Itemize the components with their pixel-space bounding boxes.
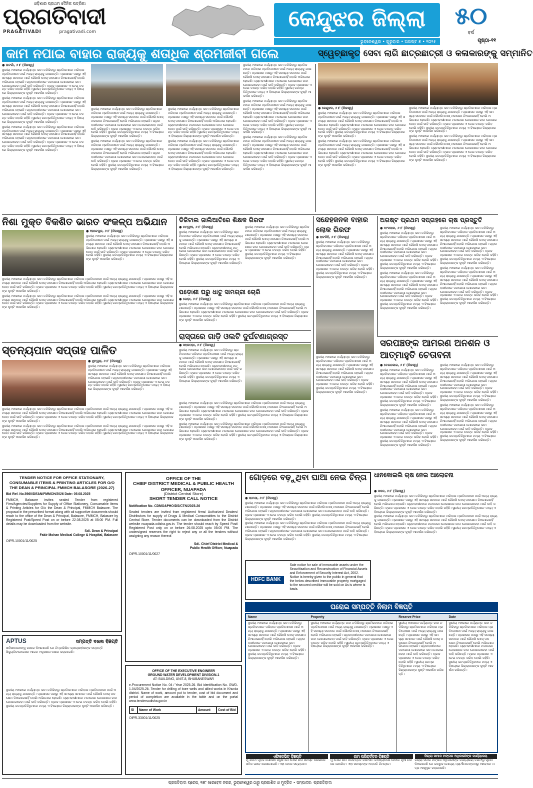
page-label: ପୃଷ୍ଠା-୧୧: [477, 39, 496, 44]
story11-text-1: ସ୍ଥାନୀୟ ଅଞ୍ଚଳରେ ପର୍ଯ୍ୟାପ୍ତ କାମ ନମିଳିବାରୁ ଶ୍ରମିକମାନେ ପରିବାର ପ୍ରତିପୋଷଣ ପାଇଁ ଅନ୍ୟ ରାଜ୍ୟକୁ ଯାଉଛନ୍ତି। ପ୍ରଶାସନ ପକ୍ଷରୁ ଏହି ସମସ୍ୟା ସମାଧାନ ପାଇଁ କୌଣସି ଠୋସ୍ ପଦକ୍ଷେପ ନିଆଯାଇନାହିଁ ବୋଲି ଅଭିଯୋଗ ହୋଇଛି। ଗ୍ରାମବାସୀମାନେ ମନରେଗା ଯୋଜନାରେ କାମ ଯୋଗାଇଦେବା ପାଇଁ ଦାବି କରିଛନ୍ତି। ବ୍ଲକ ପ୍ରଶାସନ ଏ ନେଇ ତଦନ୍ତ କରିବ ବୋଲି କହିଛି। ସ୍ଥାନୀୟ ଜନପ୍ରତିନିଧିମାନେ ମଧ୍ୟ ଏ ବିଷୟରେ ଜିଲ୍ଲାପାଳଙ୍କ ଦୃଷ୍ଟି ଆକର୍ଷଣ କରିଛନ୍ତି।: [245, 500, 371, 521]
lead-body-1: [2, 64, 88, 212]
hdfc-cell-2: ସ୍ଥାନୀୟ ଅଞ୍ଚଳରେ ପର୍ଯ୍ୟାପ୍ତ କାମ ନମିଳିବାରୁ ଶ୍ରମିକମାନେ ପରିବାର ପ୍ରତିପୋଷଣ ପାଇଁ ଅନ୍ୟ ରାଜ୍ୟକୁ ଯାଉଛନ୍ତି। ପ୍ରଶାସନ ପକ୍ଷରୁ ଏହି ସମସ୍ୟା ସମାଧାନ ପାଇଁ କୌଣସି ଠୋସ୍ ପଦକ୍ଷେପ ନିଆଯାଇନାହିଁ ବୋଲି ଅଭିଯୋଗ ହୋଇଛି। ଗ୍ରାମବାସୀମାନେ ମନରେଗା ଯୋଜନାରେ କାମ ଯୋଗାଇଦେବା ପାଇଁ ଦାବି କରିଛନ୍ତି। ବ୍ଲକ ପ୍ରଶାସନ ଏ ନେଇ ତଦନ୍ତ କରିବ ବୋଲି କହିଛି। ସ୍ଥାନୀୟ ଜନପ୍ରତିନିଧିମାନେ ମଧ୍ୟ ଏ ବିଷୟରେ ଜିଲ୍ଲାପାଳଙ୍କ ଦୃଷ୍ଟି ଆକର୍ଷଣ କରିଛନ୍ତି।: [309, 621, 397, 767]
tender2-oipr: OIPR-10001/11/0027: [129, 551, 160, 556]
tender3-th-4: Cost of Bid: [218, 708, 236, 712]
anniversary-number: ୫୦: [454, 2, 488, 30]
story11-body: [245, 497, 371, 557]
story5-body: [179, 298, 311, 328]
tender3-body: e-Procurement Notice No. 04 / Year 2025-26. Bid identification No. GWD-1-04/2025-26. Tender for drilling of bore wells and allied works in Khurda district. Name of work, amount put to tender, cost of bid document and period of completion are available in the table and on the portal www.tendersodisha.gov.in: [129, 683, 238, 703]
logo-latin: PRAGATIVADI: [3, 30, 42, 35]
dateline: ଭୁବନେଶ୍ୱର • ଗୁରୁବାର • ଅଗଷ୍ଟ ୭ • ୨୦୨୫: [360, 39, 436, 44]
lead-text-3: ସ୍ଥାନୀୟ ଅଞ୍ଚଳରେ ପର୍ଯ୍ୟାପ୍ତ କାମ ନମିଳିବାରୁ ଶ୍ରମିକମାନେ ପରିବାର ପ୍ରତିପୋଷଣ ପାଇଁ ଅନ୍ୟ ରାଜ୍ୟକୁ ଯାଉଛନ୍ତି। ପ୍ରଶାସନ ପକ୍ଷରୁ ଏହି ସମସ୍ୟା ସମାଧାନ ପାଇଁ କୌଣସି ଠୋସ୍ ପଦକ୍ଷେପ ନିଆଯାଇନାହିଁ ବୋଲି ଅଭିଯୋଗ ହୋଇଛି। ଗ୍ରାମବାସୀମାନେ ମନରେଗା ଯୋଜନାରେ କାମ ଯୋଗାଇଦେବା ପାଇଁ ଦାବି କରିଛନ୍ତି। ବ୍ଲକ ପ୍ରଶାସନ ଏ ନେଇ ତଦନ୍ତ କରିବ ବୋଲି କହିଛି। ସ୍ଥାନୀୟ ଜନପ୍ରତିନିଧିମାନେ ମଧ୍ୟ ଏ ବିଷୟରେ ଜିଲ୍ଲାପାଳଙ୍କ ଦୃଷ୍ଟି ଆକର୍ଷଣ କରିଛନ୍ତି।: [2, 124, 86, 153]
lead-text-2: ସ୍ଥାନୀୟ ଅଞ୍ଚଳରେ ପର୍ଯ୍ୟାପ୍ତ କାମ ନମିଳିବାରୁ ଶ୍ରମିକମାନେ ପରିବାର ପ୍ରତିପୋଷଣ ପାଇଁ ଅନ୍ୟ ରାଜ୍ୟକୁ ଯାଉଛନ୍ତି। ପ୍ରଶାସନ ପକ୍ଷରୁ ଏହି ସମସ୍ୟା ସମାଧାନ ପାଇଁ କୌଣସି ଠୋସ୍ ପଦକ୍ଷେପ ନିଆଯାଇନାହିଁ ବୋଲି ଅଭିଯୋଗ ହୋଇଛି। ଗ୍ରାମବାସୀମାନେ ମନରେଗା ଯୋଜନାରେ କାମ ଯୋଗାଇଦେବା ପାଇଁ ଦାବି କରିଛନ୍ତି। ବ୍ଲକ ପ୍ରଶାସନ ଏ ନେଇ ତଦନ୍ତ କରିବ ବୋଲି କହିଛି। ସ୍ଥାନୀୟ ଜନପ୍ରତିନିଧିମାନେ ମଧ୍ୟ ଏ ବିଷୟରେ ଜିଲ୍ଲାପାଳଙ୍କ ଦୃଷ୍ଟି ଆକର୍ଷଣ କରିଛନ୍ତି।: [2, 96, 86, 124]
story8-headline: ସ୍ତନ୍ୟପାନ ସପ୍ତାହ ପାଳିତ: [2, 344, 117, 357]
story10-text-4: ସ୍ଥାନୀୟ ଅଞ୍ଚଳରେ ପର୍ଯ୍ୟାପ୍ତ କାମ ନମିଳିବାରୁ ଶ୍ରମିକମାନେ ପରିବାର ପ୍ରତିପୋଷଣ ପାଇଁ ଅନ୍ୟ ରାଜ୍ୟକୁ ଯାଉଛନ୍ତି। ପ୍ରଶାସନ ପକ୍ଷରୁ ଏହି ସମସ୍ୟା ସମାଧାନ ପାଇଁ କୌଣସି ଠୋସ୍ ପଦକ୍ଷେପ ନିଆଯାଇନାହିଁ ବୋଲି ଅଭିଯୋଗ ହୋଇଛି। ଗ୍ରାମବାସୀମାନେ ମନରେଗା ଯୋଜନାରେ କାମ ଯୋଗାଇଦେବା ପାଇଁ ଦାବି କରିଛନ୍ତି। ବ୍ଲକ ପ୍ରଶାସନ ଏ ନେଇ ତଦନ୍ତ କରିବ ବୋଲି କହିଛି। ସ୍ଥାନୀୟ ଜନପ୍ରତିନିଧିମାନେ ମଧ୍ୟ ଏ ବିଷୟରେ ଜିଲ୍ଲାପାଳଙ୍କ ଦୃଷ୍ଟି ଆକର୍ଷଣ କରିଛନ୍ତି।: [440, 403, 498, 443]
tender1-oipr: OIPR-10001/11/0025: [6, 539, 37, 544]
story11-dateline: ● ପାଟଣା, ୬।୮ (ନିଜସ୍ୱ): [245, 496, 278, 500]
story2-text-2: ସ୍ଥାନୀୟ ଅଞ୍ଚଳରେ ପର୍ଯ୍ୟାପ୍ତ କାମ ନମିଳିବାରୁ ଶ୍ରମିକମାନେ ପରିବାର ପ୍ରତିପୋଷଣ ପାଇଁ ଅନ୍ୟ ରାଜ୍ୟକୁ ଯାଉଛନ୍ତି। ପ୍ରଶାସନ ପକ୍ଷରୁ ଏହି ସମସ୍ୟା ସମାଧାନ ପାଇଁ କୌଣସି ଠୋସ୍ ପଦକ୍ଷେପ ନିଆଯାଇନାହିଁ ବୋଲି ଅଭିଯୋଗ ହୋଇଛି। ଗ୍ରାମବାସୀମାନେ ମନରେଗା ଯୋଜନାରେ କାମ ଯୋଗାଇଦେବା ପାଇଁ ଦାବି କରିଛନ୍ତି। ବ୍ଲକ ପ୍ରଶାସନ ଏ ନେଇ ତଦନ୍ତ କରିବ ବୋଲି କହିଛି। ସ୍ଥାନୀୟ ଜନପ୍ରତିନିଧିମାନେ ମଧ୍ୟ ଏ ବିଷୟରେ ଜିଲ୍ଲାପାଳଙ୍କ ଦୃଷ୍ଟି ଆକର୍ଷଣ କରିଛନ୍ତି।: [318, 139, 406, 167]
story4-dateline: ● ଚମ୍ପୁଆ, ୬।୮ (ନିଜସ୍ୱ): [179, 225, 214, 229]
lead-headline: କାମ ନପାଇ ବାହାର ରାଜ୍ୟକୁ ଶତାଧିକ ଶ୍ରମଜୀବୀ ଗଲେ: [6, 47, 279, 62]
story9-text-3: ସ୍ଥାନୀୟ ଅଞ୍ଚଳରେ ପର୍ଯ୍ୟାପ୍ତ କାମ ନମିଳିବାରୁ ଶ୍ରମିକମାନେ ପରିବାର ପ୍ରତିପୋଷଣ ପାଇଁ ଅନ୍ୟ ରାଜ୍ୟକୁ ଯାଉଛନ୍ତି। ପ୍ରଶାସନ ପକ୍ଷରୁ ଏହି ସମସ୍ୟା ସମାଧାନ ପାଇଁ କୌଣସି ଠୋସ୍ ପଦକ୍ଷେପ ନିଆଯାଇନାହିଁ ବୋଲି ଅଭିଯୋଗ ହୋଇଛି। ଗ୍ରାମବାସୀମାନେ ମନରେଗା ଯୋଜନାରେ କାମ ଯୋଗାଇଦେବା ପାଇଁ ଦାବି କରିଛନ୍ତି। ବ୍ଲକ ପ୍ରଶାସନ ଏ ନେଇ ତଦନ୍ତ କରିବ ବୋଲି କହିଛି। ସ୍ଥାନୀୟ ଜନପ୍ରତିନିଧିମାନେ ମଧ୍ୟ ଏ ବିଷୟରେ ଜିଲ୍ଲାପାଳଙ୍କ ଦୃଷ୍ଟି ଆକର୍ଷଣ କରିଛନ୍ତି।: [179, 421, 309, 442]
lead-text-10: ସ୍ଥାନୀୟ ଅଞ୍ଚଳରେ ପର୍ଯ୍ୟାପ୍ତ କାମ ନମିଳିବାରୁ ଶ୍ରମିକମାନେ ପରିବାର ପ୍ରତିପୋଷଣ ପାଇଁ ଅନ୍ୟ ରାଜ୍ୟକୁ ଯାଉଛନ୍ତି। ପ୍ରଶାସନ ପକ୍ଷରୁ ଏହି ସମସ୍ୟା ସମାଧାନ ପାଇଁ କୌଣସି ଠୋସ୍ ପଦକ୍ଷେପ ନିଆଯାଇନାହିଁ ବୋଲି ଅଭିଯୋଗ ହୋଇଛି। ଗ୍ରାମବାସୀମାନେ ମନରେଗା ଯୋଜନାରେ କାମ ଯୋଗାଇଦେବା ପାଇଁ ଦାବି କରିଛନ୍ତି। ବ୍ଲକ ପ୍ରଶାସନ ଏ ନେଇ ତଦନ୍ତ କରିବ ବୋଲି କହିଛି। ସ୍ଥାନୀୟ ଜନପ୍ରତିନିଧିମାନେ ମଧ୍ୟ ଏ ବିଷୟରେ ଜିଲ୍ଲାପାଳଙ୍କ ଦୃଷ୍ଟି ଆକର୍ଷଣ କରିଛନ୍ତି।: [243, 135, 312, 171]
story12-dateline: ● ସଦର, ୬।୮ (ନିଜସ୍ୱ): [374, 489, 405, 493]
logo: [3, 5, 111, 39]
story7-body-1: [380, 227, 438, 335]
story6-text-2: ସ୍ଥାନୀୟ ଅଞ୍ଚଳରେ ପର୍ଯ୍ୟାପ୍ତ କାମ ନମିଳିବାରୁ ଶ୍ରମିକମାନେ ପରିବାର ପ୍ରତିପୋଷଣ ପାଇଁ ଅନ୍ୟ ରାଜ୍ୟକୁ ଯାଉଛନ୍ତି। ପ୍ରଶାସନ ପକ୍ଷରୁ ଏହି ସମସ୍ୟା ସମାଧାନ ପାଇଁ କୌଣସି ଠୋସ୍ ପଦକ୍ଷେପ ନିଆଯାଇନାହିଁ ବୋଲି ଅଭିଯୋଗ ହୋଇଛି। ଗ୍ରାମବାସୀମାନେ ମନରେଗା ଯୋଜନାରେ କାମ ଯୋଗାଇଦେବା ପାଇଁ ଦାବି କରିଛନ୍ତି। ବ୍ଲକ ପ୍ରଶାସନ ଏ ନେଇ ତଦନ୍ତ କରିବ ବୋଲି କହିଛି। ସ୍ଥାନୀୟ ଜନପ୍ରତିନିଧିମାନେ ମଧ୍ୟ ଏ ବିଷୟରେ ଜିଲ୍ଲାପାଳଙ୍କ ଦୃଷ୍ଟି ଆକର୍ଷଣ କରିଛନ୍ତି।: [316, 355, 374, 395]
hdfc-cell-4: ସ୍ଥାନୀୟ ଅଞ୍ଚଳରେ ପର୍ଯ୍ୟାପ୍ତ କାମ ନମିଳିବାରୁ ଶ୍ରମିକମାନେ ପରିବାର ପ୍ରତିପୋଷଣ ପାଇଁ ଅନ୍ୟ ରାଜ୍ୟକୁ ଯାଉଛନ୍ତି। ପ୍ରଶାସନ ପକ୍ଷରୁ ଏହି ସମସ୍ୟା ସମାଧାନ ପାଇଁ କୌଣସି ଠୋସ୍ ପଦକ୍ଷେପ ନିଆଯାଇନାହିଁ ବୋଲି ଅଭିଯୋଗ ହୋଇଛି। ଗ୍ରାମବାସୀମାନେ ମନରେଗା ଯୋଜନାରେ କାମ ଯୋଗାଇଦେବା ପାଇଁ ଦାବି କରିଛନ୍ତି। ବ୍ଲକ ପ୍ରଶାସନ ଏ ନେଇ ତଦନ୍ତ କରିବ ବୋଲି କହିଛି। ସ୍ଥାନୀୟ ଜନପ୍ରତିନିଧିମାନେ ମଧ୍ୟ ଏ ବିଷୟରେ ଜିଲ୍ଲାପାଳଙ୍କ ଦୃଷ୍ଟି ଆକର୍ଷଣ କରିଛନ୍ତି।: [448, 621, 495, 672]
story10-text-3: ସ୍ଥାନୀୟ ଅଞ୍ଚଳରେ ପର୍ଯ୍ୟାପ୍ତ କାମ ନମିଳିବାରୁ ଶ୍ରମିକମାନେ ପରିବାର ପ୍ରତିପୋଷଣ ପାଇଁ ଅନ୍ୟ ରାଜ୍ୟକୁ ଯାଉଛନ୍ତି। ପ୍ରଶାସନ ପକ୍ଷରୁ ଏହି ସମସ୍ୟା ସମାଧାନ ପାଇଁ କୌଣସି ଠୋସ୍ ପଦକ୍ଷେପ ନିଆଯାଇନାହିଁ ବୋଲି ଅଭିଯୋଗ ହୋଇଛି। ଗ୍ରାମବାସୀମାନେ ମନରେଗା ଯୋଜନାରେ କାମ ଯୋଗାଇଦେବା ପାଇଁ ଦାବି କରିଛନ୍ତି। ବ୍ଲକ ପ୍ରଶାସନ ଏ ନେଇ ତଦନ୍ତ କରିବ ବୋଲି କହିଛି। ସ୍ଥାନୀୟ ଜନପ୍ରତିନିଧିମାନେ ମଧ୍ୟ ଏ ବିଷୟରେ ଜିଲ୍ଲାପାଳଙ୍କ ଦୃଷ୍ଟି ଆକର୍ଷଣ କରିଛନ୍ତି।: [440, 363, 498, 403]
story3-dateline: ● ଆନନ୍ଦପୁର, ୬।୮ (ନିଜସ୍ୱ): [86, 229, 123, 233]
story11-text-2: ସ୍ଥାନୀୟ ଅଞ୍ଚଳରେ ପର୍ଯ୍ୟାପ୍ତ କାମ ନମିଳିବାରୁ ଶ୍ରମିକମାନେ ପରିବାର ପ୍ରତିପୋଷଣ ପାଇଁ ଅନ୍ୟ ରାଜ୍ୟକୁ ଯାଉଛନ୍ତି। ପ୍ରଶାସନ ପକ୍ଷରୁ ଏହି ସମସ୍ୟା ସମାଧାନ ପାଇଁ କୌଣସି ଠୋସ୍ ପଦକ୍ଷେପ ନିଆଯାଇନାହିଁ ବୋଲି ଅଭିଯୋଗ ହୋଇଛି। ଗ୍ରାମବାସୀମାନେ ମନରେଗା ଯୋଜନାରେ କାମ ଯୋଗାଇଦେବା ପାଇଁ ଦାବି କରିଛନ୍ତି। ବ୍ଲକ ପ୍ରଶାସନ ଏ ନେଇ ତଦନ୍ତ କରିବ ବୋଲି କହିଛି। ସ୍ଥାନୀୟ ଜନପ୍ରତିନିଧିମାନେ ମଧ୍ୟ ଏ ବିଷୟରେ ଜିଲ୍ଲାପାଳଙ୍କ ଦୃଷ୍ଟି ଆକର୍ଷଣ କରିଛନ୍ତି।: [245, 521, 371, 542]
story12-body: [374, 490, 498, 600]
lead-photo-1: [91, 64, 163, 106]
story5-dateline: ● ଜୋଡ଼ା, ୬।୮ (ନିଜସ୍ୱ): [179, 297, 211, 301]
story6-headline: ସନ୍ଦେହଜନକ ବାହାର ଲୋକ ଗିରଫ: [316, 216, 369, 234]
story8-photo: [2, 360, 86, 406]
story12-text-1: ସ୍ଥାନୀୟ ଅଞ୍ଚଳରେ ପର୍ଯ୍ୟାପ୍ତ କାମ ନମିଳିବାରୁ ଶ୍ରମିକମାନେ ପରିବାର ପ୍ରତିପୋଷଣ ପାଇଁ ଅନ୍ୟ ରାଜ୍ୟକୁ ଯାଉଛନ୍ତି। ପ୍ରଶାସନ ପକ୍ଷରୁ ଏହି ସମସ୍ୟା ସମାଧାନ ପାଇଁ କୌଣସି ଠୋସ୍ ପଦକ୍ଷେପ ନିଆଯାଇନାହିଁ ବୋଲି ଅଭିଯୋଗ ହୋଇଛି। ଗ୍ରାମବାସୀମାନେ ମନରେଗା ଯୋଜନାରେ କାମ ଯୋଗାଇଦେବା ପାଇଁ ଦାବି କରିଛନ୍ତି। ବ୍ଲକ ପ୍ରଶାସନ ଏ ନେଇ ତଦନ୍ତ କରିବ ବୋଲି କହିଛି। ସ୍ଥାନୀୟ ଜନପ୍ରତିନିଧିମାନେ ମଧ୍ୟ ଏ ବିଷୟରେ ଜିଲ୍ଲାପାଳଙ୍କ ଦୃଷ୍ଟି ଆକର୍ଷଣ କରିଛନ୍ତି।: [374, 493, 498, 514]
story2-text-1: ସ୍ଥାନୀୟ ଅଞ୍ଚଳରେ ପର୍ଯ୍ୟାପ୍ତ କାମ ନମିଳିବାରୁ ଶ୍ରମିକମାନେ ପରିବାର ପ୍ରତିପୋଷଣ ପାଇଁ ଅନ୍ୟ ରାଜ୍ୟକୁ ଯାଉଛନ୍ତି। ପ୍ରଶାସନ ପକ୍ଷରୁ ଏହି ସମସ୍ୟା ସମାଧାନ ପାଇଁ କୌଣସି ଠୋସ୍ ପଦକ୍ଷେପ ନିଆଯାଇନାହିଁ ବୋଲି ଅଭିଯୋଗ ହୋଇଛି। ଗ୍ରାମବାସୀମାନେ ମନରେଗା ଯୋଜନାରେ କାମ ଯୋଗାଇଦେବା ପାଇଁ ଦାବି କରିଛନ୍ତି। ବ୍ଲକ ପ୍ରଶାସନ ଏ ନେଇ ତଦନ୍ତ କରିବ ବୋଲି କହିଛି। ସ୍ଥାନୀୟ ଜନପ୍ରତିନିଧିମାନେ ମଧ୍ୟ ଏ ବିଷୟରେ ଜିଲ୍ଲାପାଳଙ୍କ ଦୃଷ୍ଟି ଆକର୍ଷଣ କରିଛନ୍ତି।: [318, 110, 406, 139]
story11-headline: ଗୋଡ଼ରେ ବଢ଼ୁଥିବା ଘାଆ ନେଇ ଚିନ୍ତା: [249, 473, 367, 482]
story7-text-1: ସ୍ଥାନୀୟ ଅଞ୍ଚଳରେ ପର୍ଯ୍ୟାପ୍ତ କାମ ନମିଳିବାରୁ ଶ୍ରମିକମାନେ ପରିବାର ପ୍ରତିପୋଷଣ ପାଇଁ ଅନ୍ୟ ରାଜ୍ୟକୁ ଯାଉଛନ୍ତି। ପ୍ରଶାସନ ପକ୍ଷରୁ ଏହି ସମସ୍ୟା ସମାଧାନ ପାଇଁ କୌଣସି ଠୋସ୍ ପଦକ୍ଷେପ ନିଆଯାଇନାହିଁ ବୋଲି ଅଭିଯୋଗ ହୋଇଛି। ଗ୍ରାମବାସୀମାନେ ମନରେଗା ଯୋଜନାରେ କାମ ଯୋଗାଇଦେବା ପାଇଁ ଦାବି କରିଛନ୍ତି। ବ୍ଲକ ପ୍ରଶାସନ ଏ ନେଇ ତଦନ୍ତ କରିବ ବୋଲି କହିଛି। ସ୍ଥାନୀୟ ଜନପ୍ରତିନିଧିମାନେ ମଧ୍ୟ ଏ ବିଷୟରେ ଜିଲ୍ଲାପାଳଙ୍କ ଦୃଷ୍ଟି ଆକର୍ଷଣ କରିଛନ୍ତି।: [380, 230, 438, 271]
footer: ପ୍ରଗତିବାଦୀ ପ୍ରେସ, ୧୭୮ ଖାରବେଳ ନଗର, ଭୁବନେଶ୍ୱର ଠାରୁ ପ୍ରକାଶିତ ଓ ମୁଦ୍ରିତ • ସମ୍ପାଦକ: ପ୍ରଗତିବାଦୀ: [2, 778, 498, 785]
tender2-sign-1: Sd/- Chief District Medical &: [194, 541, 238, 546]
tender2-box: [125, 472, 242, 662]
story11-headline-box: [245, 472, 371, 494]
story9-dateline: ● ସହରପଡ଼ା, ୬।୮ (ନିଜସ୍ୱ): [179, 343, 216, 347]
anniversary-label: ବର୍ଷ: [467, 31, 475, 36]
notice-box-2-title: ନାମ ପରିବର୍ତ୍ତନ ବିଜ୍ଞପ୍ତି: [330, 754, 412, 759]
tender3-title-2: GROUND WATER DEVELOPMENT DIVISION-1: [147, 673, 220, 677]
tender2-body: Sealed tenders are invited from registered firms/ Authorized Dealers/ Distributors for supply of Drugs & Medical Consumables to the District Central Store. Tender documents can be downloaded from the District website nuapada.odisha.gov.in. The tender should reach by Speed Post/ Registered Post only on or before 26.08.2025 upto 05:00 PM. The undersigned reserves the right to reject any or all the tenders without assigning any reason thereof.: [129, 509, 238, 538]
tender1-title: TENDER NOTICE FOR OFFICE STATIONARY, CONSUMABLE ITEMS & PRINTING ARTICLES FOR O/O THE DEAN & PRINCIPAL FMMCH BALASORE (2026-27): [9, 475, 115, 490]
story9-text-2: ସ୍ଥାନୀୟ ଅଞ୍ଚଳରେ ପର୍ଯ୍ୟାପ୍ତ କାମ ନମିଳିବାରୁ ଶ୍ରମିକମାନେ ପରିବାର ପ୍ରତିପୋଷଣ ପାଇଁ ଅନ୍ୟ ରାଜ୍ୟକୁ ଯାଉଛନ୍ତି। ପ୍ରଶାସନ ପକ୍ଷରୁ ଏହି ସମସ୍ୟା ସମାଧାନ ପାଇଁ କୌଣସି ଠୋସ୍ ପଦକ୍ଷେପ ନିଆଯାଇନାହିଁ ବୋଲି ଅଭିଯୋଗ ହୋଇଛି। ଗ୍ରାମବାସୀମାନେ ମନରେଗା ଯୋଜନାରେ କାମ ଯୋଗାଇଦେବା ପାଇଁ ଦାବି କରିଛନ୍ତି। ବ୍ଲକ ପ୍ରଶାସନ ଏ ନେଇ ତଦନ୍ତ କରିବ ବୋଲି କହିଛି। ସ୍ଥାନୀୟ ଜନପ୍ରତିନିଧିମାନେ ମଧ୍ୟ ଏ ବିଷୟରେ ଜିଲ୍ଲାପାଳଙ୍କ ଦୃଷ୍ଟି ଆକର୍ଷଣ କରିଛନ୍ତି।: [179, 401, 309, 421]
tender3-box: [125, 665, 242, 775]
hdfc-table: [245, 613, 498, 775]
story7-body-2: [440, 227, 498, 335]
story9-text-1: ସ୍ଥାନୀୟ ଅଞ୍ଚଳରେ ପର୍ଯ୍ୟାପ୍ତ କାମ ନମିଳିବାରୁ ଶ୍ରମିକମାନେ ପରିବାର ପ୍ରତିପୋଷଣ ପାଇଁ ଅନ୍ୟ ରାଜ୍ୟକୁ ଯାଉଛନ୍ତି। ପ୍ରଶାସନ ପକ୍ଷରୁ ଏହି ସମସ୍ୟା ସମାଧାନ ପାଇଁ କୌଣସି ଠୋସ୍ ପଦକ୍ଷେପ ନିଆଯାଇନାହିଁ ବୋଲି ଅଭିଯୋଗ ହୋଇଛି। ଗ୍ରାମବାସୀମାନେ ମନରେଗା ଯୋଜନାରେ କାମ ଯୋଗାଇଦେବା ପାଇଁ ଦାବି କରିଛନ୍ତି। ବ୍ଲକ ପ୍ରଶାସନ ଏ ନେଇ ତଦନ୍ତ କରିବ ବୋଲି କହିଛି। ସ୍ଥାନୀୟ ଜନପ୍ରତିନିଧିମାନେ ମଧ୍ୟ ଏ ବିଷୟରେ ଜିଲ୍ଲାପାଳଙ୍କ ଦୃଷ୍ଟି ଆକର୍ଷଣ କରିଛନ୍ତି।: [179, 347, 243, 384]
story8-text-2: ସ୍ଥାନୀୟ ଅଞ୍ଚଳରେ ପର୍ଯ୍ୟାପ୍ତ କାମ ନମିଳିବାରୁ ଶ୍ରମିକମାନେ ପରିବାର ପ୍ରତିପୋଷଣ ପାଇଁ ଅନ୍ୟ ରାଜ୍ୟକୁ ଯାଉଛନ୍ତି। ପ୍ରଶାସନ ପକ୍ଷରୁ ଏହି ସମସ୍ୟା ସମାଧାନ ପାଇଁ କୌଣସି ଠୋସ୍ ପଦକ୍ଷେପ ନିଆଯାଇନାହିଁ ବୋଲି ଅଭିଯୋଗ ହୋଇଛି। ଗ୍ରାମବାସୀମାନେ ମନରେଗା ଯୋଜନାରେ କାମ ଯୋଗାଇଦେବା ପାଇଁ ଦାବି କରିଛନ୍ତି। ବ୍ଲକ ପ୍ରଶାସନ ଏ ନେଇ ତଦନ୍ତ କରିବ ବୋଲି କହିଛି। ସ୍ଥାନୀୟ ଜନପ୍ରତିନିଧିମାନେ ମଧ୍ୟ ଏ ବିଷୟରେ ଜିଲ୍ଲାପାଳଙ୍କ ଦୃଷ୍ଟି ଆକର୍ଷଣ କରିଛନ୍ତି।: [2, 407, 174, 423]
lead-body-4: [243, 64, 313, 212]
story2-body-1: [318, 107, 406, 212]
story7-text-4: ସ୍ଥାନୀୟ ଅଞ୍ଚଳରେ ପର୍ଯ୍ୟାପ୍ତ କାମ ନମିଳିବାରୁ ଶ୍ରମିକମାନେ ପରିବାର ପ୍ରତିପୋଷଣ ପାଇଁ ଅନ୍ୟ ରାଜ୍ୟକୁ ଯାଉଛନ୍ତି। ପ୍ରଶାସନ ପକ୍ଷରୁ ଏହି ସମସ୍ୟା ସମାଧାନ ପାଇଁ କୌଣସି ଠୋସ୍ ପଦକ୍ଷେପ ନିଆଯାଇନାହିଁ ବୋଲି ଅଭିଯୋଗ ହୋଇଛି। ଗ୍ରାମବାସୀମାନେ ମନରେଗା ଯୋଜନାରେ କାମ ଯୋଗାଇଦେବା ପାଇଁ ଦାବି କରିଛନ୍ତି। ବ୍ଲକ ପ୍ରଶାସନ ଏ ନେଇ ତଦନ୍ତ କରିବ ବୋଲି କହିଛି। ସ୍ଥାନୀୟ ଜନପ୍ରତିନିଧିମାନେ ମଧ୍ୟ ଏ ବିଷୟରେ ଜିଲ୍ଲାପାଳଙ୍କ ଦୃଷ୍ଟି ଆକର୍ଷଣ କରିଛନ୍ତି।: [440, 266, 498, 306]
story6-body: [316, 236, 374, 308]
lead-body-3: [168, 108, 240, 212]
story8-body-1: [88, 360, 174, 406]
story9-body-2: [179, 402, 311, 466]
tender2-title-1: OFFICE OF THE: [166, 476, 201, 481]
hdfc-heading: ଘରୋଇ ସମ୍ପତ୍ତି ନିଲାମ ବିଜ୍ଞପ୍ତି: [330, 603, 413, 611]
tender2-title-3: (District Central Store): [163, 491, 204, 497]
district-map: [168, 3, 270, 41]
story6-body-2: [316, 356, 374, 406]
story7-headline: ଅଗଷ୍ଟ ପ୍ରଥମ ସପ୍ତାହରେ ଚାଷ ପ୍ରସ୍ତୁତି: [380, 217, 483, 224]
hdfc-th-4: Date: [448, 615, 456, 619]
story3-body-1: [86, 230, 174, 276]
dateline-bar: [274, 38, 440, 45]
story2-text-4: ସ୍ଥାନୀୟ ଅଞ୍ଚଳରେ ପର୍ଯ୍ୟାପ୍ତ କାମ ନମିଳିବାରୁ ଶ୍ରମିକମାନେ ପରିବାର ପ୍ରତିପୋଷଣ ପାଇଁ ଅନ୍ୟ ରାଜ୍ୟକୁ ଯାଉଛନ୍ତି। ପ୍ରଶାସନ ପକ୍ଷରୁ ଏହି ସମସ୍ୟା ସମାଧାନ ପାଇଁ କୌଣସି ଠୋସ୍ ପଦକ୍ଷେପ ନିଆଯାଇନାହିଁ ବୋଲି ଅଭିଯୋଗ ହୋଇଛି। ଗ୍ରାମବାସୀମାନେ ମନରେଗା ଯୋଜନାରେ କାମ ଯୋଗାଇଦେବା ପାଇଁ ଦାବି କରିଛନ୍ତି। ବ୍ଲକ ପ୍ରଶାସନ ଏ ନେଇ ତଦନ୍ତ କରିବ ବୋଲି କହିଛି। ସ୍ଥାନୀୟ ଜନପ୍ରତିନିଧିମାନେ ମଧ୍ୟ ଏ ବିଷୟରେ ଜିଲ୍ଲାପାଳଙ୍କ ଦୃଷ୍ଟି ଆକର୍ଷଣ କରିଛନ୍ତି।: [409, 134, 498, 162]
tender3-title-1: OFFICE OF THE EXECUTIVE ENGINEER: [152, 669, 215, 673]
aptus-body: ସର୍ବସାଧାରଣଙ୍କୁ ଜଣାଇ ଦିଆଯାଉଛି ଯେ ନିମ୍ନଲିଖିତ ଋଣଗ୍ରହୀତାଙ୍କ ସମ୍ପତ୍ତି ସିକ୍ୟୁରିଟାଇଜେସନ ଆଇନ ଅନୁସାରେ ଦଖଲ କରାଯାଇଛି।: [6, 646, 103, 654]
anniversary-badge: [446, 2, 496, 38]
story2-body-2: [409, 107, 498, 212]
story3-photo: [2, 230, 84, 276]
tender3-oipr: OIPR-33001/11/0025: [129, 716, 160, 720]
lead-text-4: ସ୍ଥାନୀୟ ଅଞ୍ଚଳରେ ପର୍ଯ୍ୟାପ୍ତ କାମ ନମିଳିବାରୁ ଶ୍ରମିକମାନେ ପରିବାର ପ୍ରତିପୋଷଣ ପାଇଁ ଅନ୍ୟ ରାଜ୍ୟକୁ ଯାଉଛନ୍ତି। ପ୍ରଶାସନ ପକ୍ଷରୁ ଏହି ସମସ୍ୟା ସମାଧାନ ପାଇଁ କୌଣସି ଠୋସ୍ ପଦକ୍ଷେପ ନିଆଯାଇନାହିଁ ବୋଲି ଅଭିଯୋଗ ହୋଇଛି। ଗ୍ରାମବାସୀମାନେ ମନରେଗା ଯୋଜନାରେ କାମ ଯୋଗାଇଦେବା ପାଇଁ ଦାବି କରିଛନ୍ତି। ବ୍ଲକ ପ୍ରଶାସନ ଏ ନେଇ ତଦନ୍ତ କରିବ ବୋଲି କହିଛି। ସ୍ଥାନୀୟ ଜନପ୍ରତିନିଧିମାନେ ମଧ୍ୟ ଏ ବିଷୟରେ ଜିଲ୍ଲାପାଳଙ୍କ ଦୃଷ୍ଟି ଆକର୍ଷଣ କରିଛନ୍ତି।: [91, 107, 164, 139]
story3-text-3: ସ୍ଥାନୀୟ ଅଞ୍ଚଳରେ ପର୍ଯ୍ୟାପ୍ତ କାମ ନମିଳିବାରୁ ଶ୍ରମିକମାନେ ପରିବାର ପ୍ରତିପୋଷଣ ପାଇଁ ଅନ୍ୟ ରାଜ୍ୟକୁ ଯାଉଛନ୍ତି। ପ୍ରଶାସନ ପକ୍ଷରୁ ଏହି ସମସ୍ୟା ସମାଧାନ ପାଇଁ କୌଣସି ଠୋସ୍ ପଦକ୍ଷେପ ନିଆଯାଇନାହିଁ ବୋଲି ଅଭିଯୋଗ ହୋଇଛି। ଗ୍ରାମବାସୀମାନେ ମନରେଗା ଯୋଜନାରେ କାମ ଯୋଗାଇଦେବା ପାଇଁ ଦାବି କରିଛନ୍ତି। ବ୍ଲକ ପ୍ରଶାସନ ଏ ନେଇ ତଦନ୍ତ କରିବ ବୋଲି କହିଛି। ସ୍ଥାନୀୟ ଜନପ୍ରତିନିଧିମାନେ ମଧ୍ୟ ଏ ବିଷୟରେ ଜିଲ୍ଲାପାଳଙ୍କ ଦୃଷ୍ଟି ଆକର୍ଷଣ କରିଛନ୍ତି।: [2, 293, 174, 310]
hdfc-th-2: Property: [310, 615, 325, 619]
lead-text-5: ସ୍ଥାନୀୟ ଅଞ୍ଚଳରେ ପର୍ଯ୍ୟାପ୍ତ କାମ ନମିଳିବାରୁ ଶ୍ରମିକମାନେ ପରିବାର ପ୍ରତିପୋଷଣ ପାଇଁ ଅନ୍ୟ ରାଜ୍ୟକୁ ଯାଉଛନ୍ତି। ପ୍ରଶାସନ ପକ୍ଷରୁ ଏହି ସମସ୍ୟା ସମାଧାନ ପାଇଁ କୌଣସି ଠୋସ୍ ପଦକ୍ଷେପ ନିଆଯାଇନାହିଁ ବୋଲି ଅଭିଯୋଗ ହୋଇଛି। ଗ୍ରାମବାସୀମାନେ ମନରେଗା ଯୋଜନାରେ କାମ ଯୋଗାଇଦେବା ପାଇଁ ଦାବି କରିଛନ୍ତି। ବ୍ଲକ ପ୍ରଶାସନ ଏ ନେଇ ତଦନ୍ତ କରିବ ବୋଲି କହିଛି। ସ୍ଥାନୀୟ ଜନପ୍ରତିନିଧିମାନେ ମଧ୍ୟ ଏ ବିଷୟରେ ଜିଲ୍ଲାପାଳଙ୍କ ଦୃଷ୍ଟି ଆକର୍ଷଣ କରିଛନ୍ତି।: [91, 139, 164, 171]
tender2-title-2: CHIEF DISTRICT MEDICAL & PUBLIC HEALTH OFFICER, NUAPADA: [133, 481, 234, 492]
story6-dateline: ● ହାଟଡିହି, ୬।୮ (ନିଜସ୍ୱ): [316, 235, 350, 239]
story10-dateline: ● ତେଲକୋଇ, ୬।୮ (ନିଜସ୍ୱ): [380, 363, 419, 367]
lead-text-1: ସ୍ଥାନୀୟ ଅଞ୍ଚଳରେ ପର୍ଯ୍ୟାପ୍ତ କାମ ନମିଳିବାରୁ ଶ୍ରମିକମାନେ ପରିବାର ପ୍ରତିପୋଷଣ ପାଇଁ ଅନ୍ୟ ରାଜ୍ୟକୁ ଯାଉଛନ୍ତି। ପ୍ରଶାସନ ପକ୍ଷରୁ ଏହି ସମସ୍ୟା ସମାଧାନ ପାଇଁ କୌଣସି ଠୋସ୍ ପଦକ୍ଷେପ ନିଆଯାଇନାହିଁ ବୋଲି ଅଭିଯୋଗ ହୋଇଛି। ଗ୍ରାମବାସୀମାନେ ମନରେଗା ଯୋଜନାରେ କାମ ଯୋଗାଇଦେବା ପାଇଁ ଦାବି କରିଛନ୍ତି। ବ୍ଲକ ପ୍ରଶାସନ ଏ ନେଇ ତଦନ୍ତ କରିବ ବୋଲି କହିଛି। ସ୍ଥାନୀୟ ଜନପ୍ରତିନିଧିମାନେ ମଧ୍ୟ ଏ ବିଷୟରେ ଜିଲ୍ଲାପାଳଙ୍କ ଦୃଷ୍ଟି ଆକର୍ଷଣ କରିଛନ୍ତି।: [2, 67, 86, 96]
story6-photo: [316, 310, 374, 354]
story3-text-2: ସ୍ଥାନୀୟ ଅଞ୍ଚଳରେ ପର୍ଯ୍ୟାପ୍ତ କାମ ନମିଳିବାରୁ ଶ୍ରମିକମାନେ ପରିବାର ପ୍ରତିପୋଷଣ ପାଇଁ ଅନ୍ୟ ରାଜ୍ୟକୁ ଯାଉଛନ୍ତି। ପ୍ରଶାସନ ପକ୍ଷରୁ ଏହି ସମସ୍ୟା ସମାଧାନ ପାଇଁ କୌଣସି ଠୋସ୍ ପଦକ୍ଷେପ ନିଆଯାଇନାହିଁ ବୋଲି ଅଭିଯୋଗ ହୋଇଛି। ଗ୍ରାମବାସୀମାନେ ମନରେଗା ଯୋଜନାରେ କାମ ଯୋଗାଇଦେବା ପାଇଁ ଦାବି କରିଛନ୍ତି। ବ୍ଲକ ପ୍ରଶାସନ ଏ ନେଇ ତଦନ୍ତ କରିବ ବୋଲି କହିଛି। ସ୍ଥାନୀୟ ଜନପ୍ରତିନିଧିମାନେ ମଧ୍ୟ ଏ ବିଷୟରେ ଜିଲ୍ଲାପାଳଙ୍କ ଦୃଷ୍ଟି ଆକର୍ଷଣ କରିଛନ୍ତି।: [2, 277, 174, 293]
story4-headline: ଡିଜିଟାଲ ଜାଲିଆତିରେ ଶିକ୍ଷକ ଗିରଫ: [179, 217, 265, 224]
story4-body-2: [245, 226, 311, 284]
story2-dateline: ● କେନ୍ଦୁଝର, ୬।୮ (ନିଜସ୍ୱ): [318, 106, 354, 110]
lead-dateline: ● ଘଟଗାଁ, ୬।୮ (ନିଜସ୍ୱ): [2, 63, 35, 67]
story9-photo: [245, 344, 311, 400]
tender4-body: ଜିଲ୍ଲା ସମାଜ ମଙ୍ଗଳ ଅଧିକାରୀଙ୍କ କାର୍ଯ୍ୟାଳୟ ତରଫରୁ ସୂଚନା ଦିଆଯାଉଛି ଯେ ଇଚ୍ଛୁକ ଯୋଗ୍ୟ ପ୍ରାର୍ଥୀମାନଙ୍କଠାରୁ ଆବେଦନ ପତ୍ର ଆହ୍ୱାନ କରାଯାଉଛି।: [414, 758, 495, 770]
aptus-box: [2, 635, 122, 775]
story8-dateline: ● ଝୁମ୍ପୁରା, ୬।୮ (ନିଜସ୍ୱ): [88, 359, 122, 363]
story8-text-3: ସ୍ଥାନୀୟ ଅଞ୍ଚଳରେ ପର୍ଯ୍ୟାପ୍ତ କାମ ନମିଳିବାରୁ ଶ୍ରମିକମାନେ ପରିବାର ପ୍ରତିପୋଷଣ ପାଇଁ ଅନ୍ୟ ରାଜ୍ୟକୁ ଯାଉଛନ୍ତି। ପ୍ରଶାସନ ପକ୍ଷରୁ ଏହି ସମସ୍ୟା ସମାଧାନ ପାଇଁ କୌଣସି ଠୋସ୍ ପଦକ୍ଷେପ ନିଆଯାଇନାହିଁ ବୋଲି ଅଭିଯୋଗ ହୋଇଛି। ଗ୍ରାମବାସୀମାନେ ମନରେଗା ଯୋଜନାରେ କାମ ଯୋଗାଇଦେବା ପାଇଁ ଦାବି କରିଛନ୍ତି। ବ୍ଲକ ପ୍ରଶାସନ ଏ ନେଇ ତଦନ୍ତ କରିବ ବୋଲି କହିଛି। ସ୍ଥାନୀୟ ଜନପ୍ରତିନିଧିମାନେ ମଧ୍ୟ ଏ ବିଷୟରେ ଜିଲ୍ଲାପାଳଙ୍କ ଦୃଷ୍ଟି ଆକର୍ଷଣ କରିଛନ୍ତି।: [2, 423, 174, 440]
tender2-title-4: SHORT TENDER CALL NOTICE: [149, 496, 218, 502]
hdfc-body: Sale notice for sale of immovable assets under the Securitisation and Reconstruction of Financial Assets and Enforcement of Security Interest Act, 2002. Notice is hereby given to the public in general that the below described immovable property mortgaged to the secured creditor will be sold on As is where is basis.: [289, 563, 368, 591]
tender3-table: [129, 706, 238, 714]
story6-text-1: ସ୍ଥାନୀୟ ଅଞ୍ଚଳରେ ପର୍ଯ୍ୟାପ୍ତ କାମ ନମିଳିବାରୁ ଶ୍ରମିକମାନେ ପରିବାର ପ୍ରତିପୋଷଣ ପାଇଁ ଅନ୍ୟ ରାଜ୍ୟକୁ ଯାଉଛନ୍ତି। ପ୍ରଶାସନ ପକ୍ଷରୁ ଏହି ସମସ୍ୟା ସମାଧାନ ପାଇଁ କୌଣସି ଠୋସ୍ ପଦକ୍ଷେପ ନିଆଯାଇନାହିଁ ବୋଲି ଅଭିଯୋଗ ହୋଇଛି। ଗ୍ରାମବାସୀମାନେ ମନରେଗା ଯୋଜନାରେ କାମ ଯୋଗାଇଦେବା ପାଇଁ ଦାବି କରିଛନ୍ତି। ବ୍ଲକ ପ୍ରଶାସନ ଏ ନେଇ ତଦନ୍ତ କରିବ ବୋଲି କହିଛି। ସ୍ଥାନୀୟ ଜନପ୍ରତିନିଧିମାନେ ମଧ୍ୟ ଏ ବିଷୟରେ ଜିଲ୍ଲାପାଳଙ୍କ ଦୃଷ୍ଟି ଆକର୍ଷଣ କରିଛନ୍ତି।: [316, 239, 374, 280]
hdfc-heading-bar: [245, 602, 498, 612]
notice-box-1-body: ମୁଁ ଶପଥ ପୂର୍ବକ ଘୋଷଣା କରୁଛି ଯେ ମୋର ନାମ ସମସ୍ତ ଦଲିଲରେ ସଠିକ ଭାବେ ଲେଖାଯାଇଛି। ଏହା ମୋର ସତ୍ୟପାଠ।: [246, 758, 326, 766]
hdfc-logo: HDFC BANK: [248, 576, 284, 584]
tender3-title-3: AT: BUILDING, UNIT-8, BHUBANESWAR: [153, 677, 214, 681]
story10-text-1: ସ୍ଥାନୀୟ ଅଞ୍ଚଳରେ ପର୍ଯ୍ୟାପ୍ତ କାମ ନମିଳିବାରୁ ଶ୍ରମିକମାନେ ପରିବାର ପ୍ରତିପୋଷଣ ପାଇଁ ଅନ୍ୟ ରାଜ୍ୟକୁ ଯାଉଛନ୍ତି। ପ୍ରଶାସନ ପକ୍ଷରୁ ଏହି ସମସ୍ୟା ସମାଧାନ ପାଇଁ କୌଣସି ଠୋସ୍ ପଦକ୍ଷେପ ନିଆଯାଇନାହିଁ ବୋଲି ଅଭିଯୋଗ ହୋଇଛି। ଗ୍ରାମବାସୀମାନେ ମନରେଗା ଯୋଜନାରେ କାମ ଯୋଗାଇଦେବା ପାଇଁ ଦାବି କରିଛନ୍ତି। ବ୍ଲକ ପ୍ରଶାସନ ଏ ନେଇ ତଦନ୍ତ କରିବ ବୋଲି କହିଛି। ସ୍ଥାନୀୟ ଜନପ୍ରତିନିଧିମାନେ ମଧ୍ୟ ଏ ବିଷୟରେ ଜିଲ୍ଲାପାଳଙ୍କ ଦୃଷ୍ଟି ଆକର୍ଷଣ କରିଛନ୍ତି।: [380, 367, 438, 408]
notice-box-2-body: ମୁଁ ମୋର ନାମ ପରିବର୍ତ୍ତନ କରିଅଛି। ଭବିଷ୍ୟତରେ ମୋତେ ନୂଆ ନାମରେ ଜଣାଯିବ। ଏହା ସମସ୍ତଙ୍କ ଅବଗତି ନିମନ୍ତେ।: [330, 758, 413, 766]
story3-body-2: [2, 278, 174, 338]
lead-headline-bar: [2, 47, 360, 62]
masthead: [0, 0, 500, 46]
story2-photo-1: [318, 63, 428, 105]
story4-text-1: ସ୍ଥାନୀୟ ଅଞ୍ଚଳରେ ପର୍ଯ୍ୟାପ୍ତ କାମ ନମିଳିବାରୁ ଶ୍ରମିକମାନେ ପରିବାର ପ୍ରତିପୋଷଣ ପାଇଁ ଅନ୍ୟ ରାଜ୍ୟକୁ ଯାଉଛନ୍ତି। ପ୍ରଶାସନ ପକ୍ଷରୁ ଏହି ସମସ୍ୟା ସମାଧାନ ପାଇଁ କୌଣସି ଠୋସ୍ ପଦକ୍ଷେପ ନିଆଯାଇନାହିଁ ବୋଲି ଅଭିଯୋଗ ହୋଇଛି। ଗ୍ରାମବାସୀମାନେ ମନରେଗା ଯୋଜନାରେ କାମ ଯୋଗାଇଦେବା ପାଇଁ ଦାବି କରିଛନ୍ତି। ବ୍ଲକ ପ୍ରଶାସନ ଏ ନେଇ ତଦନ୍ତ କରିବ ବୋଲି କହିଛି। ସ୍ଥାନୀୟ ଜନପ୍ରତିନିଧିମାନେ ମଧ୍ୟ ଏ ବିଷୟରେ ଜିଲ୍ଲାପାଳଙ୍କ ଦୃଷ୍ଟି ଆକର୍ଷଣ କରିଛନ୍ତି।: [179, 229, 243, 266]
tender4-title: ଜିଲ୍ଲା ସମାଜ ମଙ୍ଗଳ ଅଧିକାରୀଙ୍କ କାର୍ଯ୍ୟାଳୟ: [415, 754, 497, 759]
hdfc-cell-3: ସ୍ଥାନୀୟ ଅଞ୍ଚଳରେ ପର୍ଯ୍ୟାପ୍ତ କାମ ନମିଳିବାରୁ ଶ୍ରମିକମାନେ ପରିବାର ପ୍ରତିପୋଷଣ ପାଇଁ ଅନ୍ୟ ରାଜ୍ୟକୁ ଯାଉଛନ୍ତି। ପ୍ରଶାସନ ପକ୍ଷରୁ ଏହି ସମସ୍ୟା ସମାଧାନ ପାଇଁ କୌଣସି ଠୋସ୍ ପଦକ୍ଷେପ ନିଆଯାଇନାହିଁ ବୋଲି ଅଭିଯୋଗ ହୋଇଛି। ଗ୍ରାମବାସୀମାନେ ମନରେଗା ଯୋଜନାରେ କାମ ଯୋଗାଇଦେବା ପାଇଁ ଦାବି କରିଛନ୍ତି। ବ୍ଲକ ପ୍ରଶାସନ ଏ ନେଇ ତଦନ୍ତ କରିବ ବୋଲି କହିଛି। ସ୍ଥାନୀୟ ଜନପ୍ରତିନିଧିମାନେ ମଧ୍ୟ ଏ ବିଷୟରେ ଜିଲ୍ଲାପାଳଙ୍କ ଦୃଷ୍ଟି ଆକର୍ଷଣ କରିଛନ୍ତି।: [397, 621, 447, 767]
notice-box-1-title: ଏଫିଡେଭିଟ୍ ବିଜ୍ଞପ୍ତି: [246, 754, 328, 759]
masthead-website: pragativadi.com: [59, 30, 96, 35]
tender1-body: FMMCH, Balasore invites sealed Tender from registered Firm/Agencies/Suppliers for Supply of Office Stationery, Consumable Items & Printing Articles for O/o the Dean & Principal, FMMCH Balasore. The proposal in the prescribed format along with all supportive documents should reach to the office of the Dean & Principal, Balasore, FMMCH, Balasore by Registered Post/Speed Post on or before 22.08.2025 at 05:00 PM. Full details may be downloaded from the website.: [6, 498, 118, 527]
tender1-box: [2, 472, 122, 632]
tender1-sign-1: Sd/- Dean & Principal: [84, 529, 118, 534]
aptus-brand: APTUS: [6, 639, 27, 645]
tender3-th-2: Name of Work: [138, 707, 197, 713]
tender2-ref: Notification No. CDMO&PHO/DS/CTN/2025-26: [129, 503, 201, 508]
story3-headline: ନିଶା ମୁକ୍ତ ବିକଶିତ ଭାରତ ସଂକଳ୍ପ ଅଭିଯାନ: [2, 217, 168, 228]
lead-text-6: ସ୍ଥାନୀୟ ଅଞ୍ଚଳରେ ପର୍ଯ୍ୟାପ୍ତ କାମ ନମିଳିବାରୁ ଶ୍ରମିକମାନେ ପରିବାର ପ୍ରତିପୋଷଣ ପାଇଁ ଅନ୍ୟ ରାଜ୍ୟକୁ ଯାଉଛନ୍ତି। ପ୍ରଶାସନ ପକ୍ଷରୁ ଏହି ସମସ୍ୟା ସମାଧାନ ପାଇଁ କୌଣସି ଠୋସ୍ ପଦକ୍ଷେପ ନିଆଯାଇନାହିଁ ବୋଲି ଅଭିଯୋଗ ହୋଇଛି। ଗ୍ରାମବାସୀମାନେ ମନରେଗା ଯୋଜନାରେ କାମ ଯୋଗାଇଦେବା ପାଇଁ ଦାବି କରିଛନ୍ତି। ବ୍ଲକ ପ୍ରଶାସନ ଏ ନେଇ ତଦନ୍ତ କରିବ ବୋଲି କହିଛି। ସ୍ଥାନୀୟ ଜନପ୍ରତିନିଧିମାନେ ମଧ୍ୟ ଏ ବିଷୟରେ ଜିଲ୍ଲାପାଳଙ୍କ ଦୃଷ୍ଟି ଆକର୍ଷଣ କରିଛନ୍ତି।: [168, 107, 240, 139]
story2-headline: ସ୍ୱେଚ୍ଛାକୃତ ସେବା ଲାଗି ଛାତ୍ରଛାତ୍ରୀ ଓ କଳାକାରଙ୍କୁ ସମ୍ମାନିତ: [318, 49, 533, 59]
story5-headline: ପଡ଼ୋଶୀ ଘରୁ ଧାତୁ ସାମଗ୍ରୀ ଚୋରି: [179, 289, 261, 296]
aptus-heading: ସମ୍ପତ୍ତି ଦଖଲ ବିଜ୍ଞପ୍ତି: [75, 640, 118, 645]
story3-text-1: ସ୍ଥାନୀୟ ଅଞ୍ଚଳରେ ପର୍ଯ୍ୟାପ୍ତ କାମ ନମିଳିବାରୁ ଶ୍ରମିକମାନେ ପରିବାର ପ୍ରତିପୋଷଣ ପାଇଁ ଅନ୍ୟ ରାଜ୍ୟକୁ ଯାଉଛନ୍ତି। ପ୍ରଶାସନ ପକ୍ଷରୁ ଏହି ସମସ୍ୟା ସମାଧାନ ପାଇଁ କୌଣସି ଠୋସ୍ ପଦକ୍ଷେପ ନିଆଯାଇନାହିଁ ବୋଲି ଅଭିଯୋଗ ହୋଇଛି। ଗ୍ରାମବାସୀମାନେ ମନରେଗା ଯୋଜନାରେ କାମ ଯୋଗାଇଦେବା ପାଇଁ ଦାବି କରିଛନ୍ତି। ବ୍ଲକ ପ୍ରଶାସନ ଏ ନେଇ ତଦନ୍ତ କରିବ ବୋଲି କହିଛି। ସ୍ଥାନୀୟ ଜନପ୍ରତିନିଧିମାନେ ମଧ୍ୟ ଏ ବିଷୟରେ ଜିଲ୍ଲାପାଳଙ୍କ ଦୃଷ୍ଟି ଆକର୍ଷଣ କରିଛନ୍ତି।: [86, 233, 174, 262]
story10-text-2: ସ୍ଥାନୀୟ ଅଞ୍ଚଳରେ ପର୍ଯ୍ୟାପ୍ତ କାମ ନମିଳିବାରୁ ଶ୍ରମିକମାନେ ପରିବାର ପ୍ରତିପୋଷଣ ପାଇଁ ଅନ୍ୟ ରାଜ୍ୟକୁ ଯାଉଛନ୍ତି। ପ୍ରଶାସନ ପକ୍ଷରୁ ଏହି ସମସ୍ୟା ସମାଧାନ ପାଇଁ କୌଣସି ଠୋସ୍ ପଦକ୍ଷେପ ନିଆଯାଇନାହିଁ ବୋଲି ଅଭିଯୋଗ ହୋଇଛି। ଗ୍ରାମବାସୀମାନେ ମନରେଗା ଯୋଜନାରେ କାମ ଯୋଗାଇଦେବା ପାଇଁ ଦାବି କରିଛନ୍ତି। ବ୍ଲକ ପ୍ରଶାସନ ଏ ନେଇ ତଦନ୍ତ କରିବ ବୋଲି କହିଛି। ସ୍ଥାନୀୟ ଜନପ୍ରତିନିଧିମାନେ ମଧ୍ୟ ଏ ବିଷୟରେ ଜିଲ୍ଲାପାଳଙ୍କ ଦୃଷ୍ଟି ଆକର୍ଷଣ କରିଛନ୍ତି।: [380, 407, 438, 448]
story4-text-2: ସ୍ଥାନୀୟ ଅଞ୍ଚଳରେ ପର୍ଯ୍ୟାପ୍ତ କାମ ନମିଳିବାରୁ ଶ୍ରମିକମାନେ ପରିବାର ପ୍ରତିପୋଷଣ ପାଇଁ ଅନ୍ୟ ରାଜ୍ୟକୁ ଯାଉଛନ୍ତି। ପ୍ରଶାସନ ପକ୍ଷରୁ ଏହି ସମସ୍ୟା ସମାଧାନ ପାଇଁ କୌଣସି ଠୋସ୍ ପଦକ୍ଷେପ ନିଆଯାଇନାହିଁ ବୋଲି ଅଭିଯୋଗ ହୋଇଛି। ଗ୍ରାମବାସୀମାନେ ମନରେଗା ଯୋଜନାରେ କାମ ଯୋଗାଇଦେବା ପାଇଁ ଦାବି କରିଛନ୍ତି। ବ୍ଲକ ପ୍ରଶାସନ ଏ ନେଇ ତଦନ୍ତ କରିବ ବୋଲି କହିଛି। ସ୍ଥାନୀୟ ଜନପ୍ରତିନିଧିମାନେ ମଧ୍ୟ ଏ ବିଷୟରେ ଜିଲ୍ଲାପାଳଙ୍କ ଦୃଷ୍ଟି ଆକର୍ଷଣ କରିଛନ୍ତି।: [245, 225, 310, 261]
story2-text-3: ସ୍ଥାନୀୟ ଅଞ୍ଚଳରେ ପର୍ଯ୍ୟାପ୍ତ କାମ ନମିଳିବାରୁ ଶ୍ରମିକମାନେ ପରିବାର ପ୍ରତିପୋଷଣ ପାଇଁ ଅନ୍ୟ ରାଜ୍ୟକୁ ଯାଉଛନ୍ତି। ପ୍ରଶାସନ ପକ୍ଷରୁ ଏହି ସମସ୍ୟା ସମାଧାନ ପାଇଁ କୌଣସି ଠୋସ୍ ପଦକ୍ଷେପ ନିଆଯାଇନାହିଁ ବୋଲି ଅଭିଯୋଗ ହୋଇଛି। ଗ୍ରାମବାସୀମାନେ ମନରେଗା ଯୋଜନାରେ କାମ ଯୋଗାଇଦେବା ପାଇଁ ଦାବି କରିଛନ୍ତି। ବ୍ଲକ ପ୍ରଶାସନ ଏ ନେଇ ତଦନ୍ତ କରିବ ବୋଲି କହିଛି। ସ୍ଥାନୀୟ ଜନପ୍ରତିନିଧିମାନେ ମଧ୍ୟ ଏ ବିଷୟରେ ଜିଲ୍ଲାପାଳଙ୍କ ଦୃଷ୍ଟି ଆକର୍ଷଣ କରିଛନ୍ତି।: [409, 106, 498, 134]
story7-text-2: ସ୍ଥାନୀୟ ଅଞ୍ଚଳରେ ପର୍ଯ୍ୟାପ୍ତ କାମ ନମିଳିବାରୁ ଶ୍ରମିକମାନେ ପରିବାର ପ୍ରତିପୋଷଣ ପାଇଁ ଅନ୍ୟ ରାଜ୍ୟକୁ ଯାଉଛନ୍ତି। ପ୍ରଶାସନ ପକ୍ଷରୁ ଏହି ସମସ୍ୟା ସମାଧାନ ପାଇଁ କୌଣସି ଠୋସ୍ ପଦକ୍ଷେପ ନିଆଯାଇନାହିଁ ବୋଲି ଅଭିଯୋଗ ହୋଇଛି। ଗ୍ରାମବାସୀମାନେ ମନରେଗା ଯୋଜନାରେ କାମ ଯୋଗାଇଦେବା ପାଇଁ ଦାବି କରିଛନ୍ତି। ବ୍ଲକ ପ୍ରଶାସନ ଏ ନେଇ ତଦନ୍ତ କରିବ ବୋଲି କହିଛି। ସ୍ଥାନୀୟ ଜନପ୍ରତିନିଧିମାନେ ମଧ୍ୟ ଏ ବିଷୟରେ ଜିଲ୍ଲାପାଳଙ୍କ ଦୃଷ୍ଟି ଆକର୍ଷଣ କରିଛନ୍ତି।: [380, 270, 438, 311]
lead-text-9: ସ୍ଥାନୀୟ ଅଞ୍ଚଳରେ ପର୍ଯ୍ୟାପ୍ତ କାମ ନମିଳିବାରୁ ଶ୍ରମିକମାନେ ପରିବାର ପ୍ରତିପୋଷଣ ପାଇଁ ଅନ୍ୟ ରାଜ୍ୟକୁ ଯାଉଛନ୍ତି। ପ୍ରଶାସନ ପକ୍ଷରୁ ଏହି ସମସ୍ୟା ସମାଧାନ ପାଇଁ କୌଣସି ଠୋସ୍ ପଦକ୍ଷେପ ନିଆଯାଇନାହିଁ ବୋଲି ଅଭିଯୋଗ ହୋଇଛି। ଗ୍ରାମବାସୀମାନେ ମନରେଗା ଯୋଜନାରେ କାମ ଯୋଗାଇଦେବା ପାଇଁ ଦାବି କରିଛନ୍ତି। ବ୍ଲକ ପ୍ରଶାସନ ଏ ନେଇ ତଦନ୍ତ କରିବ ବୋଲି କହିଛି। ସ୍ଥାନୀୟ ଜନପ୍ରତିନିଧିମାନେ ମଧ୍ୟ ଏ ବିଷୟରେ ଜିଲ୍ଲାପାଳଙ୍କ ଦୃଷ୍ଟି ଆକର୍ଷଣ କରିଛନ୍ତି।: [243, 99, 312, 135]
story12-headline: ଧାନକୋଇଲି ଚାଷ ନେଇ ଆଲୋଚନା: [374, 472, 454, 479]
notices-overlay: [245, 752, 498, 774]
masthead-tagline: ଓଡ଼ିଶାର ପ୍ରଥମ ଦୈନିକ ପତ୍ରିକା: [34, 1, 86, 6]
story10-body-2: [440, 364, 498, 468]
district-title-banner: [274, 3, 440, 37]
lead-body-2: [91, 108, 165, 212]
story7-dateline: ● ବାଂସପାଳ, ୬।୮ (ନିଜସ୍ୱ): [380, 226, 416, 230]
hdfc-th-1: Name: [248, 615, 257, 619]
tender1-sign-2: Fakir Mohan Medical College & Hospital, Balasore: [39, 533, 118, 538]
lead-text-7: ସ୍ଥାନୀୟ ଅଞ୍ଚଳରେ ପର୍ଯ୍ୟାପ୍ତ କାମ ନମିଳିବାରୁ ଶ୍ରମିକମାନେ ପରିବାର ପ୍ରତିପୋଷଣ ପାଇଁ ଅନ୍ୟ ରାଜ୍ୟକୁ ଯାଉଛନ୍ତି। ପ୍ରଶାସନ ପକ୍ଷରୁ ଏହି ସମସ୍ୟା ସମାଧାନ ପାଇଁ କୌଣସି ଠୋସ୍ ପଦକ୍ଷେପ ନିଆଯାଇନାହିଁ ବୋଲି ଅଭିଯୋଗ ହୋଇଛି। ଗ୍ରାମବାସୀମାନେ ମନରେଗା ଯୋଜନାରେ କାମ ଯୋଗାଇଦେବା ପାଇଁ ଦାବି କରିଛନ୍ତି। ବ୍ଲକ ପ୍ରଶାସନ ଏ ନେଇ ତଦନ୍ତ କରିବ ବୋଲି କହିଛି। ସ୍ଥାନୀୟ ଜନପ୍ରତିନିଧିମାନେ ମଧ୍ୟ ଏ ବିଷୟରେ ଜିଲ୍ଲାପାଳଙ୍କ ଦୃଷ୍ଟି ଆକର୍ଷଣ କରିଛନ୍ତି।: [168, 139, 240, 171]
tender1-ref: Bid Ref. No.5960/DEAN/FMMCH/2026 Date: 05.08.2025: [6, 492, 91, 497]
story8-text-1: ସ୍ଥାନୀୟ ଅଞ୍ଚଳରେ ପର୍ଯ୍ୟାପ୍ତ କାମ ନମିଳିବାରୁ ଶ୍ରମିକମାନେ ପରିବାର ପ୍ରତିପୋଷଣ ପାଇଁ ଅନ୍ୟ ରାଜ୍ୟକୁ ଯାଉଛନ୍ତି। ପ୍ରଶାସନ ପକ୍ଷରୁ ଏହି ସମସ୍ୟା ସମାଧାନ ପାଇଁ କୌଣସି ଠୋସ୍ ପଦକ୍ଷେପ ନିଆଯାଇନାହିଁ ବୋଲି ଅଭିଯୋଗ ହୋଇଛି। ଗ୍ରାମବାସୀମାନେ ମନରେଗା ଯୋଜନାରେ କାମ ଯୋଗାଇଦେବା ପାଇଁ ଦାବି କରିଛନ୍ତି। ବ୍ଲକ ପ୍ରଶାସନ ଏ ନେଇ ତଦନ୍ତ କରିବ ବୋଲି କହିଛି। ସ୍ଥାନୀୟ ଜନପ୍ରତିନିଧିମାନେ ମଧ୍ୟ ଏ ବିଷୟରେ ଜିଲ୍ଲାପାଳଙ୍କ ଦୃଷ୍ଟି ଆକର୍ଷଣ କରିଛନ୍ତି।: [88, 363, 172, 392]
hdfc-th-3: Reserve Price: [398, 615, 421, 619]
district-title: କେନ୍ଦୁଝର ଜିଲ୍ଲା: [288, 7, 426, 32]
logo-text: ପ୍ରଗତିବାଦୀ: [3, 5, 106, 30]
lead-text-8: ସ୍ଥାନୀୟ ଅଞ୍ଚଳରେ ପର୍ଯ୍ୟାପ୍ତ କାମ ନମିଳିବାରୁ ଶ୍ରମିକମାନେ ପରିବାର ପ୍ରତିପୋଷଣ ପାଇଁ ଅନ୍ୟ ରାଜ୍ୟକୁ ଯାଉଛନ୍ତି। ପ୍ରଶାସନ ପକ୍ଷରୁ ଏହି ସମସ୍ୟା ସମାଧାନ ପାଇଁ କୌଣସି ଠୋସ୍ ପଦକ୍ଷେପ ନିଆଯାଇନାହିଁ ବୋଲି ଅଭିଯୋଗ ହୋଇଛି। ଗ୍ରାମବାସୀମାନେ ମନରେଗା ଯୋଜନାରେ କାମ ଯୋଗାଇଦେବା ପାଇଁ ଦାବି କରିଛନ୍ତି। ବ୍ଲକ ପ୍ରଶାସନ ଏ ନେଇ ତଦନ୍ତ କରିବ ବୋଲି କହିଛି। ସ୍ଥାନୀୟ ଜନପ୍ରତିନିଧିମାନେ ମଧ୍ୟ ଏ ବିଷୟରେ ଜିଲ୍ଲାପାଳଙ୍କ ଦୃଷ୍ଟି ଆକର୍ଷଣ କରିଛନ୍ତି।: [243, 63, 312, 99]
hdfc-box: [245, 560, 371, 600]
story12-text-2: ସ୍ଥାନୀୟ ଅଞ୍ଚଳରେ ପର୍ଯ୍ୟାପ୍ତ କାମ ନମିଳିବାରୁ ଶ୍ରମିକମାନେ ପରିବାର ପ୍ରତିପୋଷଣ ପାଇଁ ଅନ୍ୟ ରାଜ୍ୟକୁ ଯାଉଛନ୍ତି। ପ୍ରଶାସନ ପକ୍ଷରୁ ଏହି ସମସ୍ୟା ସମାଧାନ ପାଇଁ କୌଣସି ଠୋସ୍ ପଦକ୍ଷେପ ନିଆଯାଇନାହିଁ ବୋଲି ଅଭିଯୋଗ ହୋଇଛି। ଗ୍ରାମବାସୀମାନେ ମନରେଗା ଯୋଜନାରେ କାମ ଯୋଗାଇଦେବା ପାଇଁ ଦାବି କରିଛନ୍ତି। ବ୍ଲକ ପ୍ରଶାସନ ଏ ନେଇ ତଦନ୍ତ କରିବ ବୋଲି କହିଛି। ସ୍ଥାନୀୟ ଜନପ୍ରତିନିଧିମାନେ ମଧ୍ୟ ଏ ବିଷୟରେ ଜିଲ୍ଲାପାଳଙ୍କ ଦୃଷ୍ଟି ଆକର୍ଷଣ କରିଛନ୍ତି।: [374, 514, 498, 535]
lead-photo-2: [166, 64, 240, 106]
tender3-th-3: Amount: [197, 707, 217, 713]
story10-headline: ସରପଞ୍ଚଙ୍କ ଆମରଣ ଅନଶନ ଓ ଆତ୍ମାହୁତି ଚେତାବନୀ: [380, 339, 490, 361]
story10-body-1: [380, 364, 438, 468]
story5-text-1: ସ୍ଥାନୀୟ ଅଞ୍ଚଳରେ ପର୍ଯ୍ୟାପ୍ତ କାମ ନମିଳିବାରୁ ଶ୍ରମିକମାନେ ପରିବାର ପ୍ରତିପୋଷଣ ପାଇଁ ଅନ୍ୟ ରାଜ୍ୟକୁ ଯାଉଛନ୍ତି। ପ୍ରଶାସନ ପକ୍ଷରୁ ଏହି ସମସ୍ୟା ସମାଧାନ ପାଇଁ କୌଣସି ଠୋସ୍ ପଦକ୍ଷେପ ନିଆଯାଇନାହିଁ ବୋଲି ଅଭିଯୋଗ ହୋଇଛି। ଗ୍ରାମବାସୀମାନେ ମନରେଗା ଯୋଜନାରେ କାମ ଯୋଗାଇଦେବା ପାଇଁ ଦାବି କରିଛନ୍ତି। ବ୍ଲକ ପ୍ରଶାସନ ଏ ନେଇ ତଦନ୍ତ କରିବ ବୋଲି କହିଛି। ସ୍ଥାନୀୟ ଜନପ୍ରତିନିଧିମାନେ ମଧ୍ୟ ଏ ବିଷୟରେ ଜିଲ୍ଲାପାଳଙ୍କ ଦୃଷ୍ଟି ଆକର୍ଷଣ କରିଛନ୍ତି।: [179, 301, 309, 322]
story4-body: [179, 226, 243, 284]
story9-body: [179, 344, 243, 400]
tender2-sign-2: Public Health Officer, Nuapada: [190, 545, 238, 550]
aptus-filler: ସ୍ଥାନୀୟ ଅଞ୍ଚଳରେ ପର୍ଯ୍ୟାପ୍ତ କାମ ନମିଳିବାରୁ ଶ୍ରମିକମାନେ ପରିବାର ପ୍ରତିପୋଷଣ ପାଇଁ ଅନ୍ୟ ରାଜ୍ୟକୁ ଯାଉଛନ୍ତି। ପ୍ରଶାସନ ପକ୍ଷରୁ ଏହି ସମସ୍ୟା ସମାଧାନ ପାଇଁ କୌଣସି ଠୋସ୍ ପଦକ୍ଷେପ ନିଆଯାଇନାହିଁ ବୋଲି ଅଭିଯୋଗ ହୋଇଛି। ଗ୍ରାମବାସୀମାନେ ମନରେଗା ଯୋଜନାରେ କାମ ଯୋଗାଇଦେବା ପାଇଁ ଦାବି କରିଛନ୍ତି। ବ୍ଲକ ପ୍ରଶାସନ ଏ ନେଇ ତଦନ୍ତ କରିବ ବୋଲି କହିଛି। ସ୍ଥାନୀୟ ଜନପ୍ରତିନିଧିମାନେ ମଧ୍ୟ ଏ ବିଷୟରେ ଜିଲ୍ଲାପାଳଙ୍କ ଦୃଷ୍ଟି ଆକର୍ଷଣ କରିଛନ୍ତି।: [6, 688, 118, 708]
story8-body-2: [2, 408, 174, 466]
story7-text-3: ସ୍ଥାନୀୟ ଅଞ୍ଚଳରେ ପର୍ଯ୍ୟାପ୍ତ କାମ ନମିଳିବାରୁ ଶ୍ରମିକମାନେ ପରିବାର ପ୍ରତିପୋଷଣ ପାଇଁ ଅନ୍ୟ ରାଜ୍ୟକୁ ଯାଉଛନ୍ତି। ପ୍ରଶାସନ ପକ୍ଷରୁ ଏହି ସମସ୍ୟା ସମାଧାନ ପାଇଁ କୌଣସି ଠୋସ୍ ପଦକ୍ଷେପ ନିଆଯାଇନାହିଁ ବୋଲି ଅଭିଯୋଗ ହୋଇଛି। ଗ୍ରାମବାସୀମାନେ ମନରେଗା ଯୋଜନାରେ କାମ ଯୋଗାଇଦେବା ପାଇଁ ଦାବି କରିଛନ୍ତି। ବ୍ଲକ ପ୍ରଶାସନ ଏ ନେଇ ତଦନ୍ତ କରିବ ବୋଲି କହିଛି। ସ୍ଥାନୀୟ ଜନପ୍ରତିନିଧିମାନେ ମଧ୍ୟ ଏ ବିଷୟରେ ଜିଲ୍ଲାପାଳଙ୍କ ଦୃଷ୍ଟି ଆକର୍ଷଣ କରିଛନ୍ତି।: [440, 226, 498, 266]
tender3-th-1: Sl: [130, 707, 138, 713]
hdfc-cell-1: ସ୍ଥାନୀୟ ଅଞ୍ଚଳରେ ପର୍ଯ୍ୟାପ୍ତ କାମ ନମିଳିବାରୁ ଶ୍ରମିକମାନେ ପରିବାର ପ୍ରତିପୋଷଣ ପାଇଁ ଅନ୍ୟ ରାଜ୍ୟକୁ ଯାଉଛନ୍ତି। ପ୍ରଶାସନ ପକ୍ଷରୁ ଏହି ସମସ୍ୟା ସମାଧାନ ପାଇଁ କୌଣସି ଠୋସ୍ ପଦକ୍ଷେପ ନିଆଯାଇନାହିଁ ବୋଲି ଅଭିଯୋଗ ହୋଇଛି। ଗ୍ରାମବାସୀମାନେ ମନରେଗା ଯୋଜନାରେ କାମ ଯୋଗାଇଦେବା ପାଇଁ ଦାବି କରିଛନ୍ତି। ବ୍ଲକ ପ୍ରଶାସନ ଏ ନେଇ ତଦନ୍ତ କରିବ ବୋଲି କହିଛି। ସ୍ଥାନୀୟ ଜନପ୍ରତିନିଧିମାନେ ମଧ୍ୟ ଏ ବିଷୟରେ ଜିଲ୍ଲାପାଳଙ୍କ ଦୃଷ୍ଟି ଆକର୍ଷଣ କରିଛନ୍ତି।: [246, 621, 309, 767]
story9-headline: ରାସ୍ତାରେ ଗାଡ଼ି ଓଲଟି ଦୁର୍ଘଟଣାଗ୍ରସ୍ତ: [179, 332, 289, 341]
story2-photo-2: [430, 63, 498, 105]
